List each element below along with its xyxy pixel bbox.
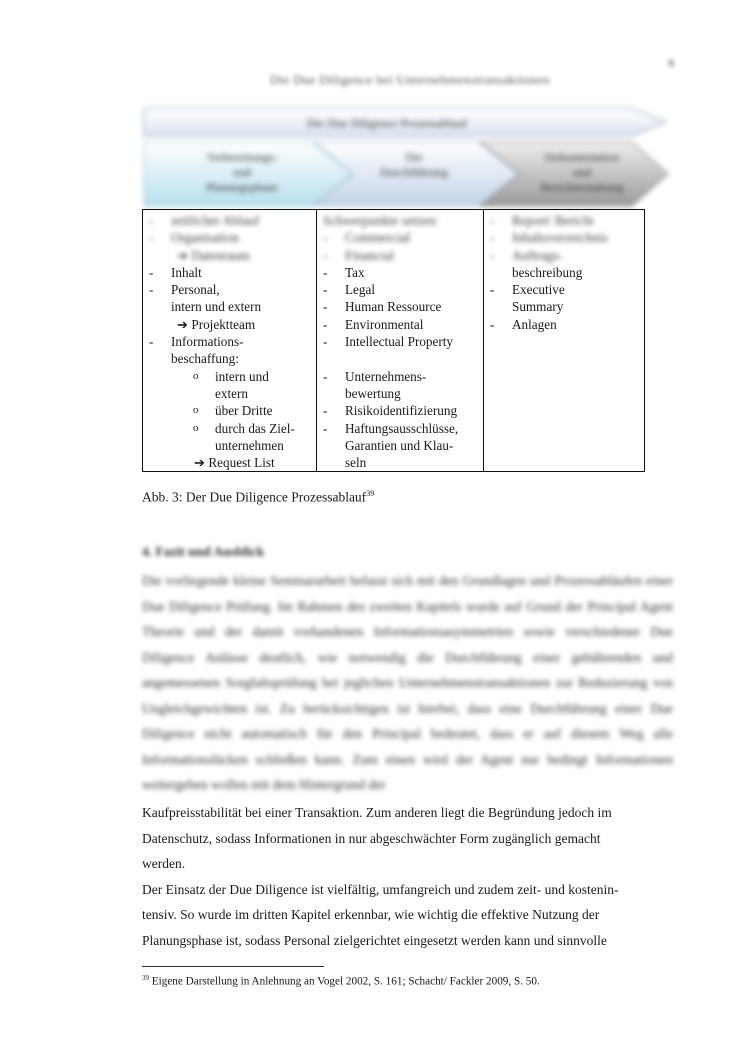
phase-1-line-1: Vorbereitungs- (206, 150, 278, 164)
blurred-items: - zeitlicher Ablauf - Organisation ➔ Datenraum (149, 213, 260, 263)
list-item-continued: intern und extern (171, 299, 262, 315)
arrow-item: ➔ Request List (194, 455, 275, 471)
process-diagram (142, 104, 672, 214)
list-item-continued: beschreibung (512, 264, 583, 280)
list-item: - Intellectual Property (323, 334, 454, 350)
circle-bullet-icon: o (193, 369, 199, 382)
circle-bullet-icon: o (193, 404, 199, 417)
list-item: - Haftungsausschlüsse, Garantien und Klau- seln (323, 420, 459, 471)
list-item: - Anlagen (490, 316, 557, 332)
footnote-separator (142, 966, 324, 967)
phase-2-line-1: Die (405, 150, 423, 164)
column-preparation (143, 210, 317, 472)
list-item: - Risikoidentifizierung (323, 403, 458, 419)
phase-1-line-3: Planungsphase (206, 180, 278, 194)
text-line: Der Einsatz der Due Diligence ist vielfältig, umfangreich und zudem zeit- und kostenin- (142, 881, 619, 897)
list-item: - Environmental (323, 316, 424, 332)
column-execution (317, 210, 484, 472)
phase-3-line-1: Dokumentation (544, 150, 620, 164)
running-head: Die Due Diligence bei Unternehmenstransaktionen (270, 72, 550, 87)
phase-2-line-2: Durchführung (380, 165, 448, 179)
due-diligence-table (142, 209, 645, 472)
list-item: - Human Ressource (323, 299, 442, 315)
phase-3-line-3: Berichterstattung (540, 180, 624, 194)
text-line: Datenschutz, sodass Informationen in nur abgeschwächter Form zugänglich gemacht (142, 830, 601, 846)
circle-bullet-icon: o (193, 421, 199, 434)
arrow-item: ➔ Projektteam (177, 316, 256, 332)
section-heading: 4. Fazit und Ausblick (142, 544, 265, 559)
blurred-items: Schwerpunkte setzen: - Commercial - Financial (323, 213, 439, 263)
phase-1-line-2: und (233, 165, 251, 179)
column-documentation (484, 210, 645, 472)
text-line: werden. (142, 856, 186, 871)
list-item: - Legal (323, 282, 376, 298)
text-line: Planungsphase ist, sodass Personal zielgerichtet eingesetzt werden kann und sinnvolle (142, 932, 607, 948)
list-item: - Unternehmens- bewertung (323, 368, 427, 401)
text-line: tensiv. So wurde im dritten Kapitel erkennbar, wie wichtig die effektive Nutzung der (142, 907, 600, 922)
text-line: Kaufpreisstabilität bei einer Transaktion. Zum anderen liegt die Begründung jedoch im (142, 805, 612, 820)
blurred-paragraph: Die vorliegende kleine Seminararbeit befasst sich mit den Grundlagen und Prozessabläufen einer Due Diligence Prüfung. Im Rahmen des zweiten Kapitels wurde auf Grund der Principal Agent Theorie und der damit vorhandenen Informationsasymmetrien sowie verschiedener Due Diligence Anlässe deutlich, wie notwendig die Durchführung einer gebührenden und angemessenen Sorgfaltsprüfung bei jeglichen Unternehmenstransaktionen zur Reduzierung von Ungleichgewichten ist. Zu berücksichtigen ist hierbei, dass eine Durchführung einer Due Diligence nicht automatisch für den Principal bedeutet, dass er auf diesem Weg alle Informationslücken schließen kann. Zum einen wird der Agent nur bedingt Informationen weitergeben wollen mit dem Hintergrund der (142, 573, 673, 792)
sub-list-item: o intern und extern (193, 368, 269, 401)
footnote: $^{39}$ Eigene Darstellung in Anlehnung an Vogel 2002, S. 161; Schacht/ Fackler 2009, S. 50. (142, 974, 540, 988)
blurred-items: - Report/ Bericht - Inhaltsverzeichnis - Auftrags- (490, 213, 608, 263)
list-item: - Informations- (149, 334, 244, 350)
process-diagram-svg (142, 104, 672, 214)
sub-list-item: o über Dritte (193, 403, 273, 419)
list-item: - Inhalt (149, 264, 202, 280)
list-item: - Tax (323, 264, 365, 280)
list-item: - Executive Summary (490, 282, 565, 315)
list-item-continued: beschaffung: (171, 351, 239, 367)
page-number: 9 (668, 56, 674, 70)
arrow-right-icon: ➔ (194, 455, 206, 471)
arrow-right-icon: ➔ (177, 316, 189, 332)
body-paragraph (142, 800, 673, 953)
sub-list-item: o durch das Ziel- unternehmen (193, 420, 295, 453)
phase-3-line-2: und (573, 165, 591, 179)
list-item: - Personal, (149, 282, 220, 298)
process-title: Der Due Diligence Prozessablauf (306, 116, 468, 130)
footnote-reference[interactable]: 39 (366, 489, 375, 498)
figure-caption: Abb. 3: Der Due Diligence Prozessablauf$^{39}$ (142, 489, 375, 505)
